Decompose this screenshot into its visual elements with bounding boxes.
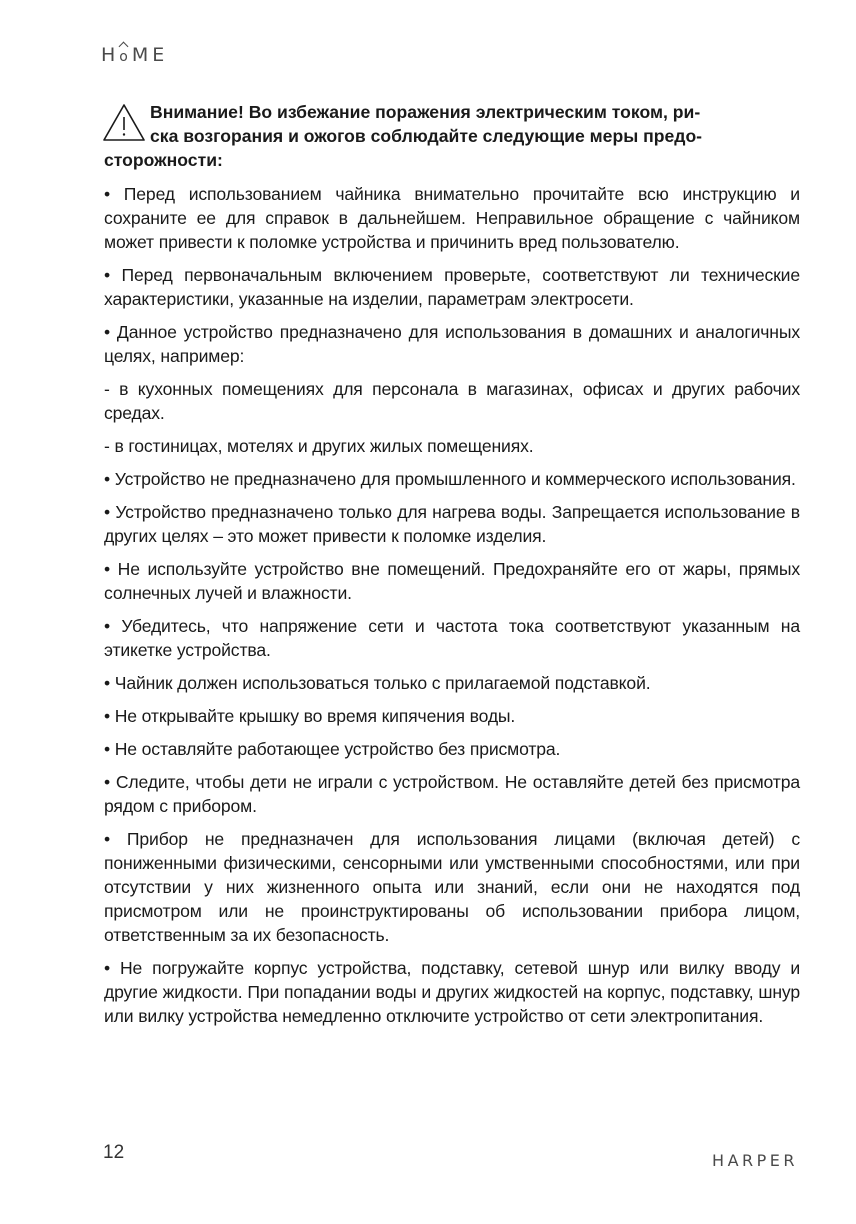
warning-heading xyxy=(104,100,800,172)
document-body xyxy=(104,100,800,1037)
paragraph: - в кухонных помещениях для персонала в магазинах, офисах и других рабочих средах. xyxy=(104,379,800,423)
warning-triangle-icon xyxy=(102,103,146,143)
paragraph: • Данное устройство предназначено для использования в домашних и аналогичных целях, например: xyxy=(104,322,800,366)
paragraph: • Не оставляйте работающее устройство без присмотра. xyxy=(104,739,561,759)
paragraph: • Не используйте устройство вне помещений. Предохраняйте его от жары, прямых солнечных лучей и влажности. xyxy=(104,559,800,603)
warning-line-1: Внимание! Во избежание поражения электрическим током, ри- xyxy=(150,102,701,122)
paragraph: • Следите, чтобы дети не играли с устройством. Не оставляйте детей без присмотра рядом с прибором. xyxy=(104,772,800,816)
page-number: 12 xyxy=(103,1142,125,1163)
paragraph: • Перед первоначальным включением проверьте, соответствуют ли технические характеристики, указанные на изделии, параметрам электросети. xyxy=(104,265,800,309)
home-logo: HoME xyxy=(101,44,169,66)
warning-line-3: сторожности: xyxy=(104,150,223,170)
warning-line-2: ска возгорания и ожогов соблюдайте следующие меры предо- xyxy=(150,126,703,146)
paragraph: • Прибор не предназначен для использования лицами (включая детей) с пониженными физическими, сенсорными или умственными способностями, или при отсутствии у них жизненного опыта или знаний, если они не находятся под присмотром или не проинструктированы об использовании прибора лицом, ответственным за их безопасность. xyxy=(104,829,800,945)
paragraph: • Не погружайте корпус устройства, подставку, сетевой шнур или вилку вводу и другие жидкости. При попадании воды и других жидкостей на корпус, подставку, шнур или вилку устройства немедленно отключите устройство от сети электропитания. xyxy=(104,958,800,1026)
paragraph: • Устройство не предназначено для промышленного и коммерческого использования. xyxy=(104,469,796,489)
harper-logo: HARPER xyxy=(712,1151,798,1170)
paragraph: • Устройство предназначено только для нагрева воды. Запрещается использование в других целях – это может привести к поломке изделия. xyxy=(104,502,800,546)
paragraph: • Чайник должен использоваться только с прилагаемой подставкой. xyxy=(104,673,651,693)
paragraph: • Убедитесь, что напряжение сети и частота тока соответствуют указанным на этикетке устройства. xyxy=(104,616,800,660)
paragraph: • Перед использованием чайника внимательно прочитайте всю инструкцию и сохраните ее для справок в дальнейшем. Неправильное обращение с чайником может привести к поломке устройства и причинить вред пользователю. xyxy=(104,184,800,252)
paragraph: • Не открывайте крышку во время кипячения воды. xyxy=(104,706,516,726)
paragraph: - в гостиницах, мотелях и других жилых помещениях. xyxy=(104,436,534,456)
